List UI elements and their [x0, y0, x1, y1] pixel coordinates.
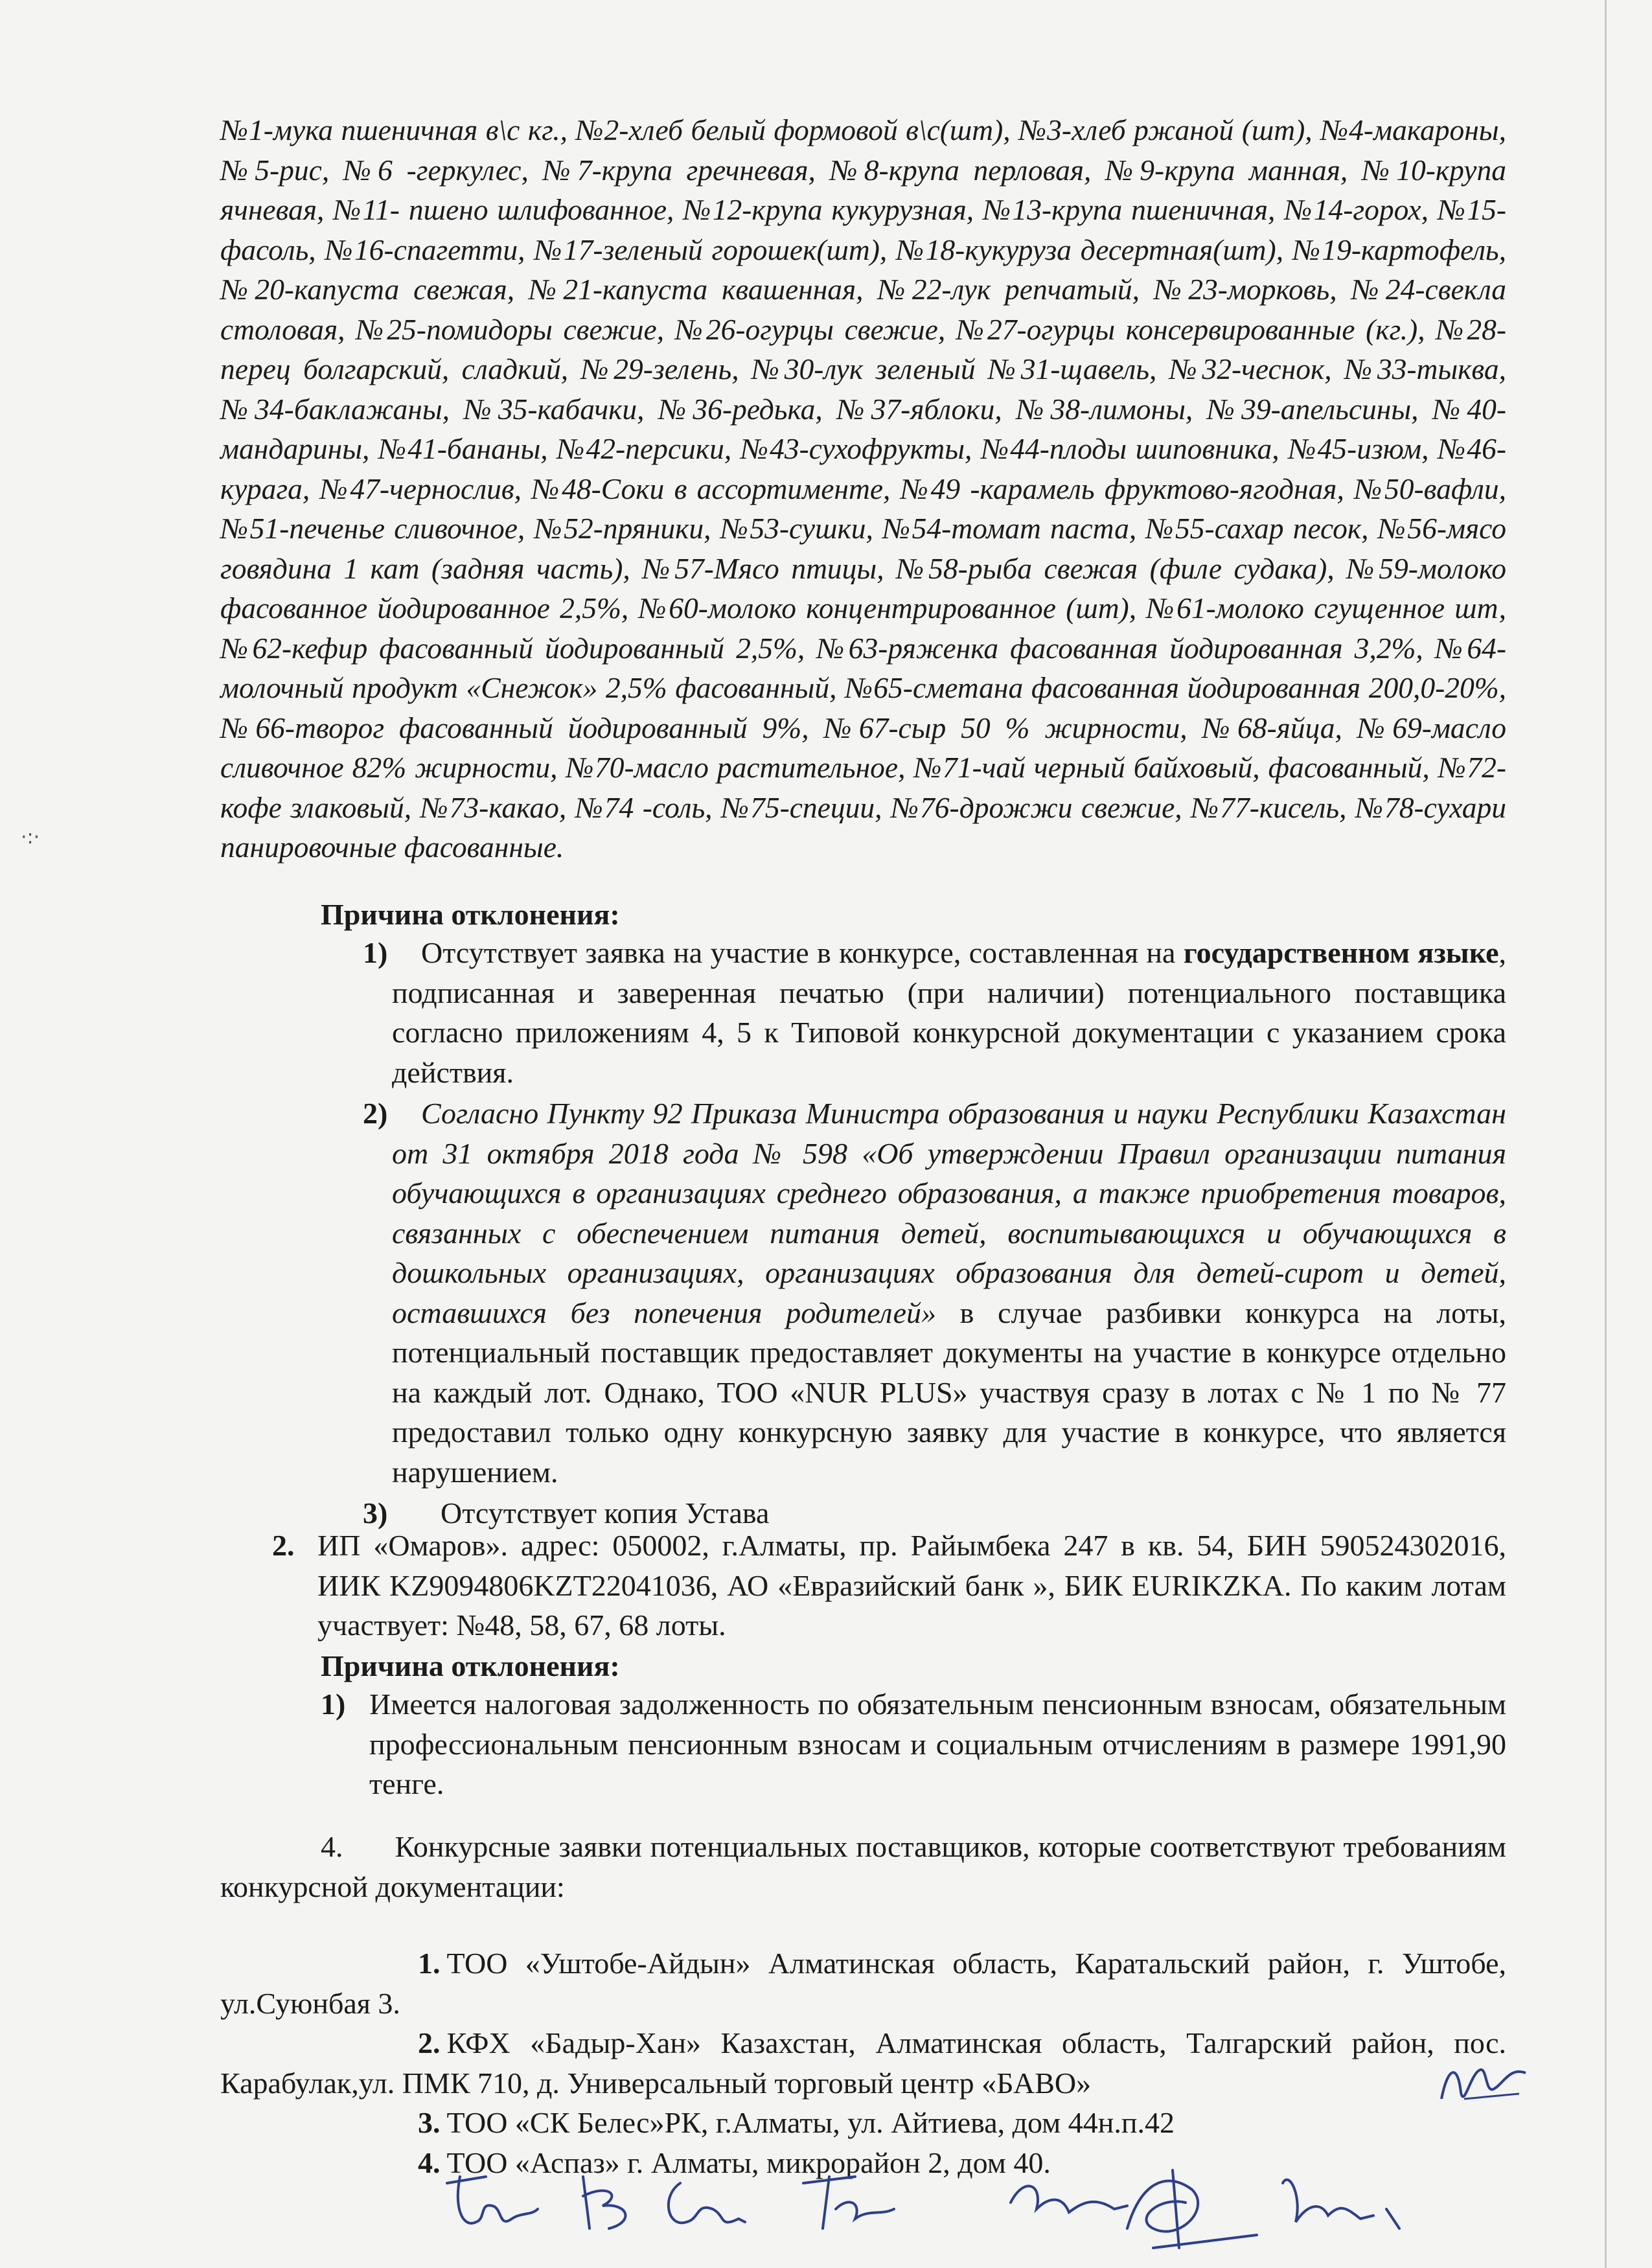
signature-6 — [1127, 2170, 1257, 2248]
supplier-2-entry — [272, 1526, 1506, 1645]
reason-heading: Причина отклонения: — [321, 898, 620, 931]
margin-mark: ·:· — [21, 826, 40, 849]
supplier-2-text: ИП «Омаров». адрес: 050002, г.Алматы, пр. Райымбека 247 в кв. 54, БИН 590524302016, ИИК KZ9094806KZT22041036, АО «Евразийский банк », БИК EURIKZKA. По каким лотам участвует: №48, 58, 67, 68 лоты. — [317, 1529, 1506, 1642]
signature-1 — [447, 2177, 538, 2223]
signature-mark-upper — [1435, 2054, 1532, 2118]
valid-supplier-item: 4. ТОО «Аспаз» г. Алматы, микрорайон 2, дом 40. — [418, 2146, 1051, 2179]
reason-item: 1) Отсутствует заявка на участие в конкурсе, составленная на государственном языке, подписанная и заверенная печатью (при наличии) потенциального поставщика согласно приложениям 4, 5 к Типовой конкурсной документации с указанием срока действия. — [366, 933, 1506, 1092]
signatures-row — [441, 2157, 1581, 2261]
signature-7 — [1283, 2180, 1399, 2228]
product-list-paragraph: №1-мука пшеничная в\с кг., №2-хлеб белый формовой в\с(шт), №3-хлеб ржаной (шт), №4-макароны, №5-рис, №6 -геркулес, №7-крупа гречневая, №8-крупа перловая, №9-крупа манная, №10-крупа ячневая, №11- пшено шлифованное, №12-крупа кукурузная, №13-крупа пшеничная, №14-горох, №15-фасоль, №16-спагетти, №17-зеленый горошек(шт), №18-кукуруза десертная(шт), №19-картофель, №20-капуста свежая, №21-капуста квашенная, №22-лук репчатый, №23-морковь, №24-свекла столовая, №25-помидоры свежие, №26-огурцы свежие, №27-огурцы консервированные (кг.), №28-перец болгарский, сладкий, №29-зелень, №30-лук зеленый №31-щавель, №32-чеснок, №33-тыква, №34-баклажаны, №35-кабачки, №36-редька, №37-яблоки, №38-лимоны, №39-апельсины, №40-мандарины, №41-бананы, №42-персики, №43-сухофрукты, №44-плоды шиповника, №45-изюм, №46-курага, №47-чернослив, №48-Соки в ассортименте, №49 -карамель фруктово-ягодная, №50-вафли, №51-печенье сливочное, №52-пряники, №53-сушки, №54-томат паста, №55-сахар песок, №56-мясо говядина 1 кат (задняя часть), №57-Мясо птицы, №58-рыба свежая (филе судака), №59-молоко фасованное йодированное 2,5%, №60-молоко концентрированное (шт), №61-молоко сгущенное шт, №62-кефир фасованный йодированный 2,5%, №63-ряженка фасованная йодированная 3,2%, №64-молочный продукт «Снежок» 2,5% фасованный, №65-сметана фасованная йодированная 200,0-20%, №66-творог фасованный йодированный 9%, №67-сыр 50 % жирности, №68-яйца, №69-масло сливочное 82% жирности, №70-масло растительное, №71-чай черный байховый, фасованный, №72-кофе злаковый, №73-какао, №74 -соль, №75-специи, №76-дрожжи свежие, №77-кисель, №78-сухари панировочные фасованные. — [220, 113, 1506, 864]
reason-number: 3) — [363, 1496, 388, 1529]
reason-number: 2) — [363, 1097, 388, 1130]
valid-suppliers-list — [220, 1943, 1506, 2182]
reason-item: 1) Имеется налоговая задолженность по обязательным пенсионным взносам, обязательным профессиональным пенсионным взносам и социальным отчислениям в размере 1991,90 тенге. — [321, 1684, 1506, 1804]
reasons-list-2 — [321, 1684, 1506, 1804]
valid-supplier-item: 1. ТОО «Уштобе-Айдын» Алматинская область, Каратальский район, г. Уштобе, ул.Суюнбая 3. — [220, 1947, 1506, 2020]
section-4 — [220, 1827, 1506, 1907]
scan-edge-line — [1605, 0, 1607, 2268]
reason-item: 2) Согласно Пункту 92 Приказа Министра образования и науки Республики Казахстан от 31 октября 2018 года № 598 «Об утверждении Правил организации питания обучающихся в организациях среднего образования, а также приобретения товаров, связанных с обеспечением питания детей, воспитывающихся и обучающихся в дошкольных организациях, организациях образования для детей-сирот и детей, оставшихся без попечения родителей» в случае разбивки конкурса на лоты, потенциальный поставщик предоставляет документы на участие в конкурсе отдельно на каждый лот. Однако, ТОО «NUR PLUS» участвуя сразу в лотах с № 1 по № 77 предоставил только одну конкурсную заявку для участие в конкурсе, что является нарушением. — [366, 1094, 1506, 1492]
reasons-list-1 — [363, 933, 1506, 1533]
section-4-number: 4. — [321, 1830, 343, 1863]
reason-item: 3) Отсутствует копия Устава — [366, 1493, 1506, 1533]
signature-5 — [1011, 2186, 1127, 2212]
reason-number: 1) — [363, 936, 388, 969]
reason-heading-2: Причина отклонения: — [321, 1649, 620, 1682]
supplier-number: 2. — [272, 1529, 295, 1562]
reason-number: 1) — [321, 1688, 346, 1721]
signature-3 — [669, 2183, 745, 2223]
signature-2 — [583, 2177, 625, 2228]
signature-4 — [803, 2177, 894, 2228]
section-4-text: Конкурсные заявки потенциальных поставщиков, которые соответствуют требованиям конкурсной документации: — [220, 1830, 1506, 1903]
valid-supplier-item: 2. КФХ «Бадыр-Хан» Казахстан, Алматинская область, Талгарский район, пос. Карабулак,ул. ПМК 710, д. Универсальный торговый центр «БАВО» — [220, 2026, 1506, 2100]
valid-supplier-item: 3. ТОО «СК Белес»РК, г.Алматы, ул. Айтиева, дом 44н.п.42 — [418, 2106, 1175, 2139]
